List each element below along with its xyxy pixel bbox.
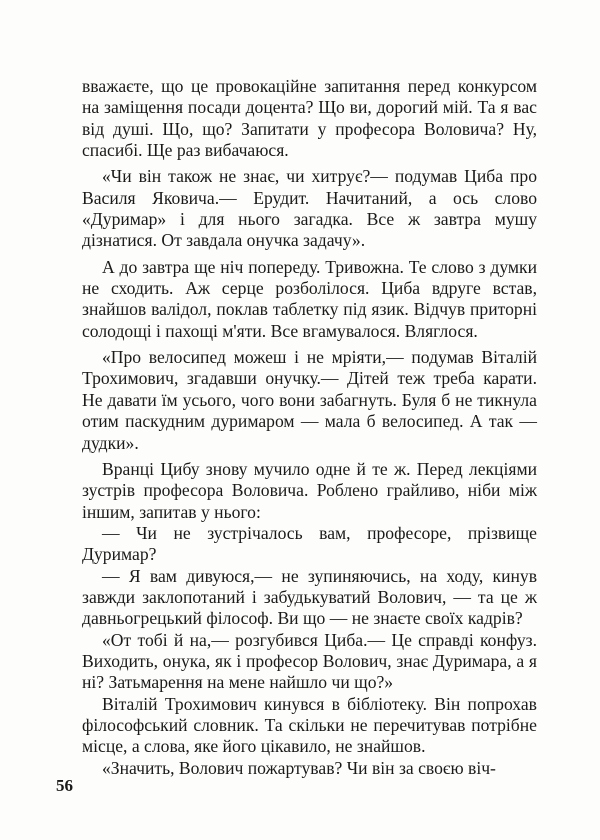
paragraph-7: — Я вам дивуюся,— не зупиняючись, на ходу, кинув завжди заклопотаний і забудькуватий Волович, — та це ж давньогрецький філософ. Ви що — не знаєте своїх кадрів? <box>82 565 537 629</box>
paragraph-1: вважаєте, що це провокаційне запитання перед конкурсом на заміщення посади доцента? Що ви, дорогий мій. Та я вас від душі. Що, що? Запитати у професора Воловича? Ну, спасибі. Ще раз вибачаюся. <box>82 76 537 161</box>
paragraph-4: «Про велосипед можеш і не мріяти,— подумав Віталій Трохимович, згадавши онучку.— Дітей теж треба карати. Не давати їм усього, чого вони забагнуть. Буля б не тикнула отим паскудним дуримаром — мала б велосипед. А так — дудки». <box>82 347 537 453</box>
paragraph-9: Віталій Трохимович кинувся в бібліотеку. Він попрохав філософський словник. Та скільки не перечитував потрібне місце, а слова, яке його цікавило, не знайшов. <box>82 693 537 757</box>
paragraph-6: — Чи не зустрічалось вам, професоре, прізвище Дуримар? <box>82 522 537 565</box>
paragraph-8: «От тобі й на,— розгубився Циба.— Це справді конфуз. Виходить, онука, як і професор Волович, знає Дуримара, а я ні? Затьмарення на мене найшло чи що?» <box>82 629 537 693</box>
paragraph-5: Вранці Цибу знову мучило одне й те ж. Перед лекціями зустрів професора Воловича. Роблено грайливо, ніби між іншим, запитав у нього: <box>82 458 537 522</box>
paragraph-3: А до завтра ще ніч попереду. Тривожна. Те слово з думки не сходить. Аж серце розболілося. Циба вдруге встав, знайшов валідол, поклав таблетку під язик. Відчув приторні солодощі і пахощі м'яти. Все вгамувалося. Вляглося. <box>82 256 537 341</box>
body-text <box>82 76 537 779</box>
page-number: 56 <box>56 776 73 795</box>
paragraph-10: «Значить, Волович пожартував? Чи він за своєю віч- <box>102 757 496 778</box>
paragraph-2: «Чи він також не знає, чи хитрує?— подумав Циба про Василя Яковича.— Ерудит. Начитаний, а ось слово «Дуримар» і для нього загадка. Все ж завтра мушу дізнатися. От завдала онучка задачу». <box>82 166 537 251</box>
